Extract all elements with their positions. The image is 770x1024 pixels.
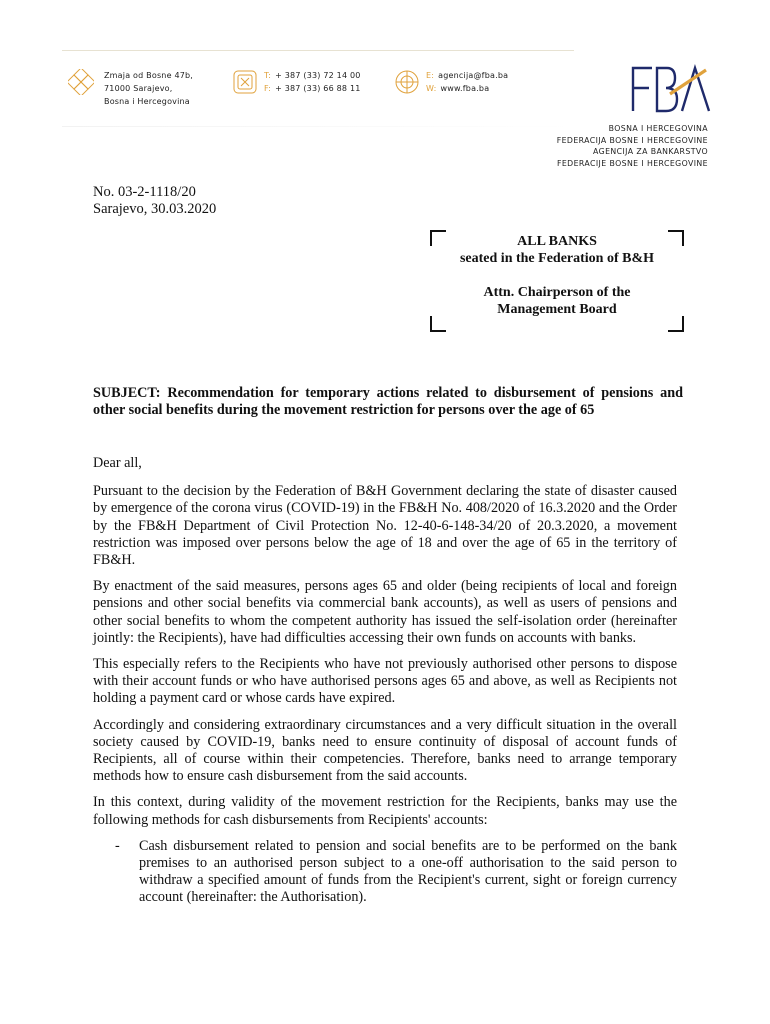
body-paragraph: This especially refers to the Recipients who have not previously authorised other persons to dispose with their account funds or who have authorised persons ages 65 and above, as well as Recipients not holding a payment card or whose cards have expired.: [93, 656, 677, 707]
bullet-text: Cash disbursement related to pension and social benefits are to be performed on the bank premises to an authorised person subject to a one-off authorisation to the said person to withdraw a specified amount of funds from the Recipient's current, sight or foreign currency account (hereinafter: the Authorisation).: [139, 837, 677, 906]
reference-block: [93, 184, 216, 218]
org-line: BOSNA I HERCEGOVINA: [608, 124, 708, 133]
contact-block: [426, 69, 508, 95]
place-date: Sarajevo, 30.03.2020: [93, 201, 217, 217]
body-paragraph: Accordingly and considering extraordinary circumstances and a very difficult situation in the overall society caused by COVID-19, banks need to ensure continuity of disposal of account funds of Recipients, all of course within their competencies. Therefore, banks need to arrange temporary methods how to ensure cash disbursement from the said accounts.: [93, 716, 677, 785]
email-link[interactable]: agencija@fba.ba: [438, 71, 509, 80]
phone-icon: [232, 69, 258, 95]
web-link[interactable]: www.fba.ba: [440, 84, 490, 93]
list-item: [93, 838, 677, 907]
subject-line: SUBJECT: Recommendation for temporary actions related to disbursement of pensions and other social benefits during the movement restriction for persons over the age of 65: [93, 385, 683, 418]
recipient-line: Management Board: [497, 302, 617, 317]
corner-mark: [430, 316, 446, 332]
body-paragraph: In this context, during validity of the movement restriction for the Recipients, banks may use the following methods for cash disbursements from Recipients' accounts:: [93, 794, 677, 828]
corner-mark: [668, 316, 684, 332]
recipient-line: Attn. Chairperson of the: [483, 285, 631, 300]
location-icon: [68, 69, 94, 95]
letter-body: [93, 455, 677, 907]
recipient-box: [430, 230, 684, 332]
fax-label: F:: [264, 84, 272, 93]
fax-number: + 387 (33) 66 88 11: [275, 84, 361, 93]
recipient-line: ALL BANKS: [517, 234, 597, 249]
globe-icon: [394, 69, 420, 95]
phone-number: + 387 (33) 72 14 00: [275, 71, 361, 80]
address-line: Zmaja od Bosne 47b,: [104, 71, 194, 80]
web-label: W:: [426, 84, 437, 93]
header-rule: [62, 50, 574, 51]
org-line: FEDERACIJA BOSNE I HERCEGOVINE: [556, 135, 708, 145]
greeting: Dear all,: [93, 455, 142, 471]
body-paragraph: Pursuant to the decision by the Federation of B&H Government declaring the state of disaster caused by emergence of the corona virus (COVID-19) in the FB&H No. 408/2020 of 16.3.2020 and the Order by the FB&H Department of Civil Protection No. 12-40-6-148-34/20 of 20.3.2020, a movement restriction was imposed over persons below the age of 18 and over the age of 65 in the territory of FB&H.: [93, 483, 677, 569]
organization-name: [557, 123, 708, 169]
address-line: 71000 Sarajevo,: [104, 84, 173, 93]
address-block: [104, 69, 193, 108]
bullet-marker: -: [115, 837, 120, 854]
email-label: E:: [426, 71, 435, 80]
phone-block: [264, 69, 361, 95]
header-divider: [62, 126, 574, 127]
org-line: FEDERACIJE BOSNE I HERCEGOVINE: [556, 158, 708, 168]
phone-label: T:: [264, 71, 272, 80]
body-paragraph: By enactment of the said measures, persons ages 65 and older (being recipients of local and foreign pensions and other social benefits via commercial bank accounts), as well as users of pensions and other social benefits to whom the competent authority has issued the self-isolation order (hereinafter jointly: the Recipients), have had difficulties accessing their own funds on accounts with banks.: [93, 578, 677, 646]
reference-number: No. 03-2-1118/20: [93, 184, 196, 200]
address-line: Bosna i Hercegovina: [104, 97, 190, 106]
org-line: AGENCIJA ZA BANKARSTVO: [593, 147, 708, 156]
fba-logo: [630, 64, 712, 114]
recipient-line: seated in the Federation of B&H: [459, 251, 655, 266]
